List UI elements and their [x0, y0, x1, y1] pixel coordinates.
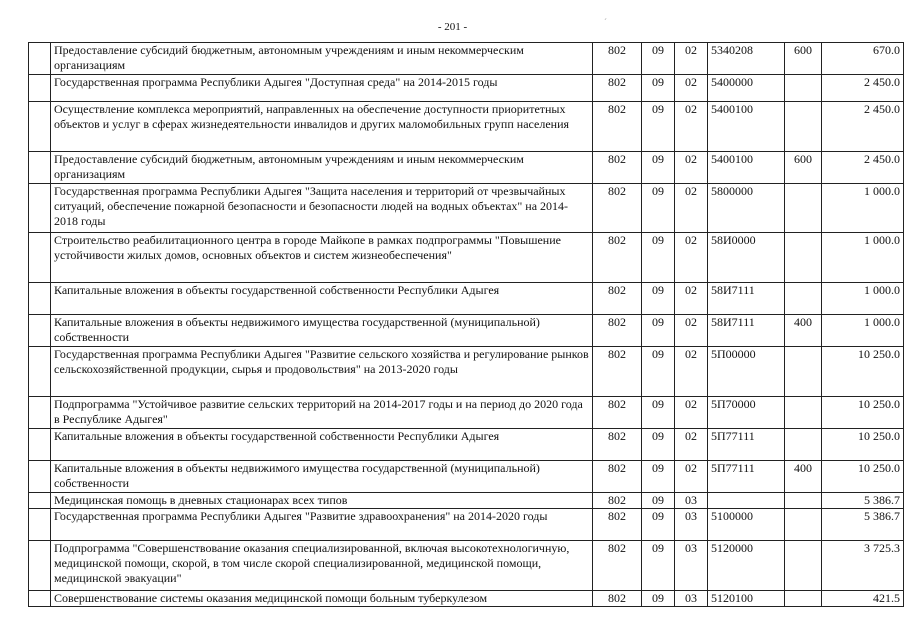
- row-margin-cell: [29, 541, 51, 591]
- cell-pr: 02: [675, 347, 708, 397]
- cell-rz: 09: [642, 541, 675, 591]
- cell-sum: 2 450.0: [822, 102, 904, 152]
- table-row: [29, 233, 904, 283]
- cell-sum: 10 250.0: [822, 347, 904, 397]
- cell-pr: 02: [675, 429, 708, 461]
- cell-csr: 5120100: [708, 591, 785, 607]
- cell-rz: 09: [642, 591, 675, 607]
- cell-rz: 09: [642, 184, 675, 233]
- table-body: [29, 43, 904, 607]
- table-row: [29, 591, 904, 607]
- cell-pr: 02: [675, 102, 708, 152]
- cell-grbs: 802: [593, 75, 642, 102]
- cell-grbs: 802: [593, 43, 642, 75]
- cell-grbs: 802: [593, 102, 642, 152]
- cell-vr: 600: [785, 152, 822, 184]
- cell-pr: 02: [675, 283, 708, 315]
- cell-sum: 3 725.3: [822, 541, 904, 591]
- cell-name: Государственная программа Республики Адыгея "Защита населения и территорий от чрезвычайных ситуаций, обеспечение пожарной безопасности и безопасности людей на водных объектах" на 2014-2018 годы: [51, 184, 593, 233]
- cell-name: Предоставление субсидий бюджетным, автономным учреждениям и иным некоммерческим организациям: [51, 152, 593, 184]
- cell-name: Государственная программа Республики Адыгея "Развитие здравоохранения" на 2014-2020 годы: [51, 509, 593, 541]
- cell-vr: [785, 233, 822, 283]
- cell-rz: 09: [642, 233, 675, 283]
- row-margin-cell: [29, 509, 51, 541]
- cell-csr: 58И7111: [708, 283, 785, 315]
- cell-sum: 1 000.0: [822, 283, 904, 315]
- cell-grbs: 802: [593, 591, 642, 607]
- cell-name: Осуществление комплекса мероприятий, направленных на обеспечение доступности приоритетных объектов и услуг в сферах жизнедеятельности инвалидов и других маломобильных групп населения: [51, 102, 593, 152]
- cell-grbs: 802: [593, 541, 642, 591]
- cell-rz: 09: [642, 397, 675, 429]
- cell-rz: 09: [642, 283, 675, 315]
- row-margin-cell: [29, 75, 51, 102]
- cell-name: Капитальные вложения в объекты государственной собственности Республики Адыгея: [51, 283, 593, 315]
- cell-grbs: 802: [593, 184, 642, 233]
- cell-sum: 5 386.7: [822, 493, 904, 509]
- cell-grbs: 802: [593, 233, 642, 283]
- table-row: [29, 315, 904, 347]
- row-margin-cell: [29, 184, 51, 233]
- cell-pr: 03: [675, 541, 708, 591]
- cell-pr: 02: [675, 152, 708, 184]
- cell-vr: [785, 429, 822, 461]
- row-margin-cell: [29, 461, 51, 493]
- cell-name: Государственная программа Республики Адыгея "Доступная среда" на 2014-2015 годы: [51, 75, 593, 102]
- cell-pr: 03: [675, 493, 708, 509]
- table-row: [29, 429, 904, 461]
- cell-name: Предоставление субсидий бюджетным, автономным учреждениям и иным некоммерческим организациям: [51, 43, 593, 75]
- cell-vr: 600: [785, 43, 822, 75]
- cell-name: Капитальные вложения в объекты недвижимого имущества государственной (муниципальной) собственности: [51, 315, 593, 347]
- row-margin-cell: [29, 429, 51, 461]
- cell-pr: 02: [675, 233, 708, 283]
- cell-sum: 670.0: [822, 43, 904, 75]
- budget-table: [28, 42, 904, 607]
- table-row: [29, 102, 904, 152]
- cell-sum: 10 250.0: [822, 461, 904, 493]
- cell-rz: 09: [642, 152, 675, 184]
- cell-vr: [785, 541, 822, 591]
- cell-csr: 5400000: [708, 75, 785, 102]
- table-row: [29, 347, 904, 397]
- cell-sum: 10 250.0: [822, 397, 904, 429]
- table-row: [29, 43, 904, 75]
- cell-name: Подпрограмма "Совершенствование оказания специализированной, включая высокотехнологичную, медицинской помощи, скорой, в том числе скорой специализированной, медицинской помощи, медицинской эвакуации": [51, 541, 593, 591]
- cell-name: Капитальные вложения в объекты недвижимого имущества государственной (муниципальной) собственности: [51, 461, 593, 493]
- cell-sum: 2 450.0: [822, 152, 904, 184]
- cell-csr: 58И0000: [708, 233, 785, 283]
- row-margin-cell: [29, 315, 51, 347]
- cell-grbs: 802: [593, 397, 642, 429]
- table-row: [29, 509, 904, 541]
- cell-name: Подпрограмма "Устойчивое развитие сельских территорий на 2014-2017 годы и на период до 2020 года в Республике Адыгея": [51, 397, 593, 429]
- cell-sum: 5 386.7: [822, 509, 904, 541]
- cell-rz: 09: [642, 509, 675, 541]
- cell-name: Строительство реабилитационного центра в городе Майкопе в рамках подпрограммы "Повышение устойчивости жилых домов, основных объектов и систем жизнеобеспечения": [51, 233, 593, 283]
- row-margin-cell: [29, 397, 51, 429]
- row-margin-cell: [29, 233, 51, 283]
- row-margin-cell: [29, 591, 51, 607]
- cell-pr: 02: [675, 75, 708, 102]
- cell-grbs: 802: [593, 283, 642, 315]
- cell-pr: 02: [675, 184, 708, 233]
- table-row: [29, 493, 904, 509]
- cell-pr: 02: [675, 43, 708, 75]
- cell-sum: 421.5: [822, 591, 904, 607]
- cell-pr: 03: [675, 591, 708, 607]
- cell-vr: [785, 509, 822, 541]
- table-row: [29, 461, 904, 493]
- cell-vr: [785, 184, 822, 233]
- row-margin-cell: [29, 102, 51, 152]
- cell-rz: 09: [642, 75, 675, 102]
- table-row: [29, 184, 904, 233]
- row-margin-cell: [29, 152, 51, 184]
- cell-vr: [785, 347, 822, 397]
- cell-sum: 2 450.0: [822, 75, 904, 102]
- cell-pr: 02: [675, 315, 708, 347]
- table-row: [29, 541, 904, 591]
- page-mark: ´: [604, 17, 607, 27]
- row-margin-cell: [29, 493, 51, 509]
- cell-csr: 58И7111: [708, 315, 785, 347]
- table-row: [29, 75, 904, 102]
- cell-sum: 1 000.0: [822, 233, 904, 283]
- cell-rz: 09: [642, 347, 675, 397]
- cell-vr: 400: [785, 461, 822, 493]
- cell-csr: 5120000: [708, 541, 785, 591]
- cell-csr: 5П00000: [708, 347, 785, 397]
- cell-rz: 09: [642, 43, 675, 75]
- cell-vr: [785, 283, 822, 315]
- page-number: - 201 -: [437, 21, 468, 33]
- cell-sum: 1 000.0: [822, 315, 904, 347]
- cell-csr: 5400100: [708, 152, 785, 184]
- cell-sum: 1 000.0: [822, 184, 904, 233]
- cell-grbs: 802: [593, 493, 642, 509]
- cell-rz: 09: [642, 315, 675, 347]
- row-margin-cell: [29, 347, 51, 397]
- cell-pr: 02: [675, 461, 708, 493]
- cell-name: Медицинская помощь в дневных стационарах всех типов: [51, 493, 593, 509]
- cell-grbs: 802: [593, 429, 642, 461]
- cell-csr: 5П77111: [708, 429, 785, 461]
- cell-sum: 10 250.0: [822, 429, 904, 461]
- cell-pr: 03: [675, 509, 708, 541]
- table-row: [29, 152, 904, 184]
- cell-grbs: 802: [593, 347, 642, 397]
- cell-csr: 5П77111: [708, 461, 785, 493]
- cell-name: Государственная программа Республики Адыгея "Развитие сельского хозяйства и регулирование рынков сельскохозяйственной продукции, сырья и продовольствия" на 2013-2020 годы: [51, 347, 593, 397]
- cell-vr: [785, 75, 822, 102]
- row-margin-cell: [29, 283, 51, 315]
- cell-name: Совершенствование системы оказания медицинской помощи больным туберкулезом: [51, 591, 593, 607]
- cell-grbs: 802: [593, 509, 642, 541]
- cell-rz: 09: [642, 102, 675, 152]
- cell-csr: 5100000: [708, 509, 785, 541]
- cell-vr: [785, 493, 822, 509]
- cell-grbs: 802: [593, 315, 642, 347]
- cell-name: Капитальные вложения в объекты государственной собственности Республики Адыгея: [51, 429, 593, 461]
- cell-vr: [785, 397, 822, 429]
- cell-csr: 5П70000: [708, 397, 785, 429]
- cell-grbs: 802: [593, 461, 642, 493]
- table-row: [29, 397, 904, 429]
- cell-grbs: 802: [593, 152, 642, 184]
- cell-pr: 02: [675, 397, 708, 429]
- cell-vr: 400: [785, 315, 822, 347]
- cell-rz: 09: [642, 429, 675, 461]
- cell-rz: 09: [642, 493, 675, 509]
- table-row: [29, 283, 904, 315]
- cell-vr: [785, 591, 822, 607]
- cell-csr: [708, 493, 785, 509]
- cell-csr: 5400100: [708, 102, 785, 152]
- row-margin-cell: [29, 43, 51, 75]
- cell-csr: 5340208: [708, 43, 785, 75]
- cell-rz: 09: [642, 461, 675, 493]
- cell-csr: 5800000: [708, 184, 785, 233]
- cell-vr: [785, 102, 822, 152]
